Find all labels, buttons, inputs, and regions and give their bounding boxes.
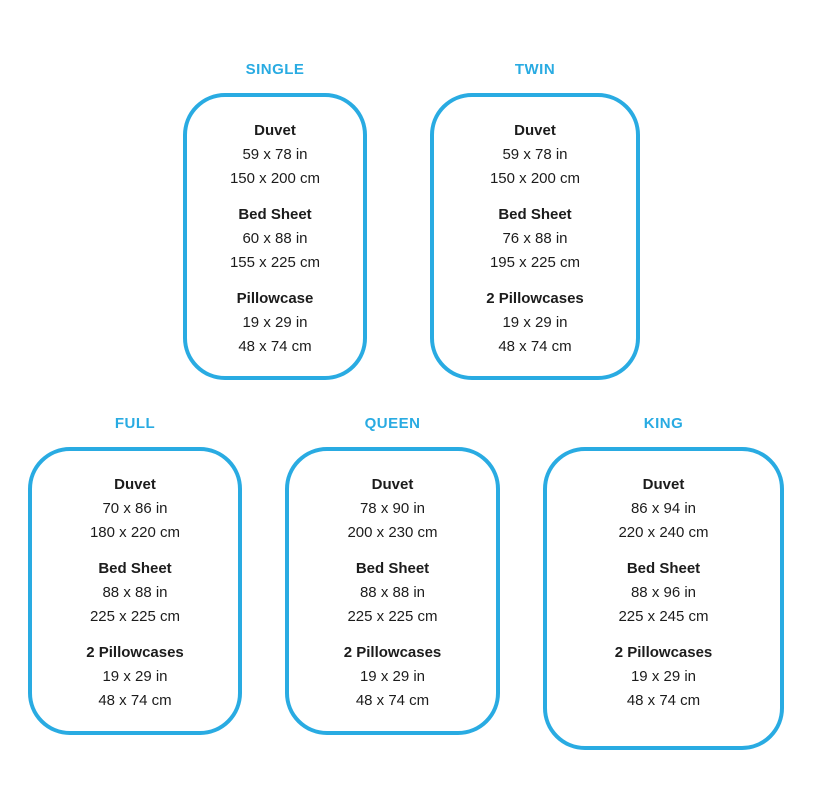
size-card-group-queen	[285, 415, 500, 735]
bed-sheet-item	[187, 203, 363, 275]
duvet-item	[434, 119, 636, 191]
card-title-king: KING	[643, 415, 684, 432]
size-card-king	[543, 447, 784, 750]
item-size-cm: 180 x 220 cm	[89, 524, 181, 541]
item-size-cm: 48 x 74 cm	[238, 338, 312, 355]
size-card-group-full	[28, 415, 242, 735]
size-card-single	[183, 93, 367, 380]
pillowcase-item	[434, 287, 636, 359]
size-card-group-king	[543, 415, 784, 750]
item-size-cm: 150 x 200 cm	[489, 170, 581, 187]
duvet-item	[289, 473, 496, 545]
item-size-inches: 19 x 29 in	[242, 314, 308, 331]
card-title-queen: QUEEN	[364, 415, 421, 432]
item-size-inches: 78 x 90 in	[359, 500, 426, 517]
duvet-item	[32, 473, 238, 545]
item-name: Duvet	[514, 122, 556, 139]
size-card-full	[28, 447, 242, 735]
item-size-inches: 59 x 78 in	[502, 146, 568, 163]
item-size-inches: 88 x 88 in	[359, 584, 426, 601]
item-size-cm: 48 x 74 cm	[498, 338, 572, 355]
bed-sheet-item	[289, 557, 496, 629]
card-title-full: FULL	[114, 415, 156, 432]
card-title-single: SINGLE	[245, 61, 305, 78]
item-name: 2 Pillowcases	[343, 644, 442, 661]
item-size-inches: 19 x 29 in	[102, 668, 168, 685]
item-name: Bed Sheet	[238, 206, 312, 223]
item-size-cm: 48 x 74 cm	[98, 692, 172, 709]
size-card-group-twin	[430, 61, 640, 380]
item-size-inches: 88 x 88 in	[102, 584, 168, 601]
card-title-twin: TWIN	[514, 61, 556, 78]
item-size-cm: 225 x 225 cm	[89, 608, 181, 625]
bed-sheet-item	[434, 203, 636, 275]
pillowcase-item	[187, 287, 363, 359]
item-name: Bed Sheet	[98, 560, 172, 577]
item-size-inches: 19 x 29 in	[630, 668, 697, 685]
item-size-cm: 225 x 245 cm	[618, 608, 709, 625]
item-size-inches: 19 x 29 in	[359, 668, 426, 685]
pillowcase-item	[32, 641, 238, 713]
size-card-twin	[430, 93, 640, 380]
duvet-item	[187, 119, 363, 191]
item-name: 2 Pillowcases	[486, 290, 584, 307]
item-name: 2 Pillowcases	[86, 644, 184, 661]
item-size-cm: 48 x 74 cm	[355, 692, 430, 709]
pillowcase-item	[547, 641, 780, 713]
item-name: Duvet	[371, 476, 414, 493]
item-name: Bed Sheet	[626, 560, 701, 577]
item-size-cm: 155 x 225 cm	[229, 254, 321, 271]
item-size-inches: 19 x 29 in	[502, 314, 568, 331]
item-size-cm: 220 x 240 cm	[618, 524, 709, 541]
item-size-inches: 60 x 88 in	[242, 230, 308, 247]
duvet-item	[547, 473, 780, 545]
item-size-inches: 59 x 78 in	[242, 146, 308, 163]
item-name: Duvet	[114, 476, 156, 493]
size-card-group-single	[183, 61, 367, 380]
item-name: Bed Sheet	[355, 560, 430, 577]
bed-sheet-item	[32, 557, 238, 629]
item-name: 2 Pillowcases	[614, 644, 713, 661]
item-size-cm: 225 x 225 cm	[347, 608, 438, 625]
item-name: Duvet	[642, 476, 685, 493]
item-size-cm: 150 x 200 cm	[229, 170, 321, 187]
item-size-inches: 88 x 96 in	[630, 584, 697, 601]
item-name: Duvet	[254, 122, 296, 139]
item-size-cm: 195 x 225 cm	[489, 254, 581, 271]
item-size-inches: 70 x 86 in	[102, 500, 168, 517]
item-name: Bed Sheet	[498, 206, 572, 223]
item-size-inches: 86 x 94 in	[630, 500, 697, 517]
item-size-inches: 76 x 88 in	[502, 230, 568, 247]
item-name: Pillowcase	[236, 290, 314, 307]
item-size-cm: 200 x 230 cm	[347, 524, 438, 541]
size-card-queen	[285, 447, 500, 735]
bed-sheet-item	[547, 557, 780, 629]
item-size-cm: 48 x 74 cm	[626, 692, 701, 709]
pillowcase-item	[289, 641, 496, 713]
